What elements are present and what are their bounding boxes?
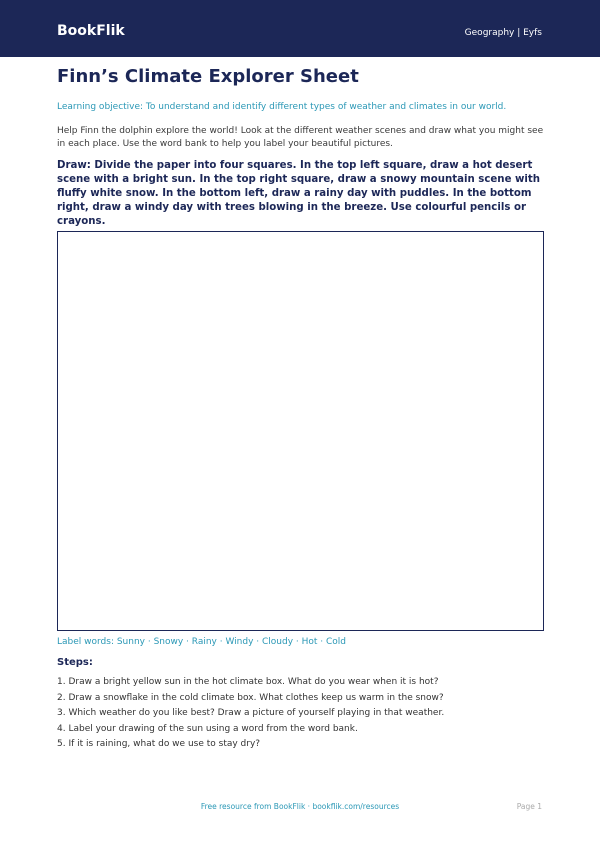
- header-bar: [0, 0, 600, 57]
- step-item: 4. Label your drawing of the sun using a word from the word bank.: [57, 723, 358, 734]
- drawing-area[interactable]: [57, 231, 544, 631]
- draw-instructions: Draw: Divide the paper into four squares. In the top left square, draw a hot desert scene with a bright sun. In the top right square, draw a snowy mountain scene with fluffy white snow. In the bottom left, draw a rainy day with puddles. In the bottom right, draw a windy day with trees blowing in the breeze. Use colourful pencils or crayons.: [57, 160, 541, 227]
- step-item: 2. Draw a snowflake in the cold climate box. What clothes keep us warm in the snow?: [57, 692, 444, 703]
- page-number: Page 1: [516, 802, 542, 811]
- steps-list: [57, 676, 444, 754]
- step-item: 3. Which weather do you like best? Draw a picture of yourself playing in that weather.: [57, 708, 445, 718]
- steps-heading: Steps:: [57, 657, 93, 668]
- learning-objective: Learning objective: To understand and identify different types of weather and climates in our world.: [57, 102, 507, 112]
- word-bank: Label words: Sunny · Snowy · Rainy · Windy · Cloudy · Hot · Cold: [57, 637, 346, 647]
- footer-link[interactable]: Free resource from BookFlik · bookflik.com/resources: [200, 802, 400, 811]
- intro-text: Help Finn the dolphin explore the world! Look at the different weather scenes and draw what you might see in each place. Use the word bank to help you label your beautiful pictures.: [57, 126, 544, 149]
- subject-label: Geography | Eyfs: [464, 28, 542, 38]
- step-item: 5. If it is raining, what do we use to stay dry?: [57, 739, 261, 749]
- page-title: Finn’s Climate Explorer Sheet: [57, 66, 359, 87]
- step-item: 1. Draw a bright yellow sun in the hot climate box. What do you wear when it is hot?: [57, 677, 439, 687]
- brand-logo[interactable]: BookFlik: [57, 23, 125, 39]
